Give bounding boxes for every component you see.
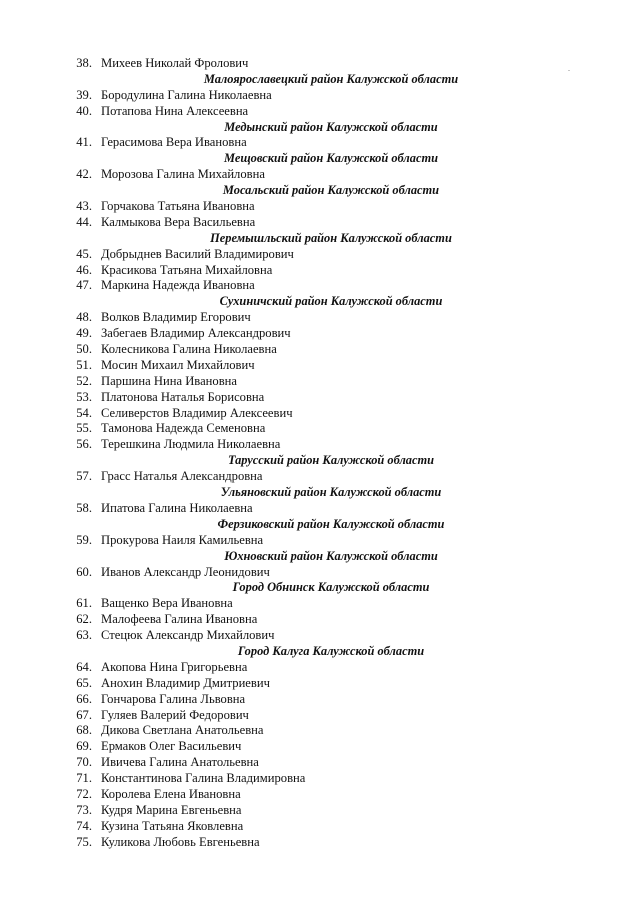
person-name: Добрыднев Василий Владимирович <box>101 246 294 261</box>
person-list-item <box>0 533 640 549</box>
person-name: Калмыкова Вера Васильевна <box>101 214 256 229</box>
person-list-item <box>0 739 640 755</box>
person-list-item <box>0 660 640 676</box>
person-name: Гуляев Валерий Федорович <box>101 707 249 722</box>
district-heading: Город Обнинск Калужской области <box>232 580 430 595</box>
list-item-number: 42. <box>76 167 92 182</box>
person-name: Прокурова Наиля Камильевна <box>101 532 264 547</box>
list-item-number: 67. <box>76 707 92 722</box>
list-item-number: 75. <box>76 834 92 849</box>
person-list-item <box>0 104 640 120</box>
person-list-item <box>0 135 640 151</box>
district-heading: Город Калуга Калужской области <box>237 643 425 658</box>
person-list-item <box>0 676 640 692</box>
list-item-number: 68. <box>76 723 92 738</box>
person-name: Куликова Любовь Евгеньевна <box>101 834 260 849</box>
district-heading: Тарусский район Калужской области <box>227 453 435 468</box>
person-name: Ермаков Олег Васильевич <box>101 739 242 754</box>
district-heading: Ульяновский район Калужской области <box>220 485 442 500</box>
list-item-number: 47. <box>76 278 92 293</box>
person-name: Иванов Александр Леонидович <box>101 564 270 579</box>
person-list-item <box>0 167 640 183</box>
list-item-number: 51. <box>76 357 92 372</box>
person-name: Королева Елена Ивановна <box>101 786 241 801</box>
person-list-item <box>0 708 640 724</box>
person-list-item <box>0 628 640 644</box>
person-name: Ивичева Галина Анатольевна <box>101 755 259 770</box>
person-list-item <box>0 421 640 437</box>
person-name: Анохин Владимир Дмитриевич <box>101 675 270 690</box>
list-item-number: 70. <box>76 755 92 770</box>
person-list-item <box>0 56 640 72</box>
person-list-item <box>0 469 640 485</box>
person-list-item <box>0 278 640 294</box>
person-list-item <box>0 358 640 374</box>
person-list-item <box>0 326 640 342</box>
list-item-number: 41. <box>76 135 92 150</box>
list-item-number: 57. <box>76 469 92 484</box>
person-name: Кузина Татьяна Яковлевна <box>101 818 244 833</box>
person-list-item <box>0 342 640 358</box>
list-item-number: 73. <box>76 802 92 817</box>
district-heading: Мосальский район Калужской области <box>222 183 440 198</box>
list-item-number: 53. <box>76 389 92 404</box>
person-name: Гончарова Галина Львовна <box>101 691 246 706</box>
person-list-item <box>0 612 640 628</box>
list-item-number: 43. <box>76 199 92 214</box>
list-item-number: 59. <box>76 532 92 547</box>
list-item-number: 63. <box>76 628 92 643</box>
person-list-item <box>0 501 640 517</box>
list-item-number: 58. <box>76 500 92 515</box>
person-name: Красикова Татьяна Михайловна <box>101 262 273 277</box>
person-list-item <box>0 390 640 406</box>
person-list-item <box>0 88 640 104</box>
person-name: Ипатова Галина Николаевна <box>101 500 253 515</box>
person-name: Паршина Нина Ивановна <box>101 373 237 388</box>
person-list-item <box>0 771 640 787</box>
list-item-number: 66. <box>76 691 92 706</box>
list-item-number: 40. <box>76 103 92 118</box>
list-item-number: 49. <box>76 326 92 341</box>
person-name: Мосин Михаил Михайлович <box>101 357 255 372</box>
person-list-item <box>0 263 640 279</box>
person-name: Тамонова Надежда Семеновна <box>101 421 266 436</box>
list-item-number: 74. <box>76 818 92 833</box>
person-list-item <box>0 803 640 819</box>
district-heading: Медынский район Калужской области <box>224 119 438 134</box>
list-item-number: 52. <box>76 373 92 388</box>
person-name: Акопова Нина Григорьевна <box>101 659 248 674</box>
person-list-item <box>0 565 640 581</box>
person-name: Потапова Нина Алексеевна <box>101 103 249 118</box>
person-name: Кудря Марина Евгеньевна <box>101 802 242 817</box>
list-item-number: 60. <box>76 564 92 579</box>
person-name: Константинова Галина Владимировна <box>101 771 306 786</box>
person-name: Селиверстов Владимир Алексеевич <box>101 405 293 420</box>
list-item-number: 39. <box>76 87 92 102</box>
person-name: Маркина Надежда Ивановна <box>101 278 255 293</box>
person-name: Терешкина Людмила Николаевна <box>101 437 281 452</box>
list-item-number: 56. <box>76 437 92 452</box>
person-name: Бородулина Галина Николаевна <box>101 87 272 102</box>
list-item-number: 71. <box>76 771 92 786</box>
district-heading: Сухиничский район Калужской области <box>219 294 443 309</box>
list-item-number: 64. <box>76 659 92 674</box>
person-list-item <box>0 406 640 422</box>
list-item-number: 62. <box>76 612 92 627</box>
person-name: Морозова Галина Михайловна <box>101 167 265 182</box>
scan-artifact-dot <box>568 70 570 71</box>
district-heading: Малоярославецкий район Калужской области <box>203 71 459 86</box>
person-name: Герасимова Вера Ивановна <box>101 135 247 150</box>
district-heading: Мещовский район Калужской области <box>224 151 438 166</box>
person-list-item <box>0 199 640 215</box>
district-heading: Юхновский район Калужской области <box>224 548 438 563</box>
person-name: Горчакова Татьяна Ивановна <box>101 199 255 214</box>
person-name: Ващенко Вера Ивановна <box>101 596 233 611</box>
person-list-item <box>0 723 640 739</box>
list-item-number: 45. <box>76 246 92 261</box>
person-name: Забегаев Владимир Александрович <box>101 326 291 341</box>
list-item-number: 55. <box>76 421 92 436</box>
person-list-item <box>0 215 640 231</box>
list-item-number: 65. <box>76 675 92 690</box>
list-item-number: 54. <box>76 405 92 420</box>
person-list-item <box>0 819 640 835</box>
person-name: Малофеева Галина Ивановна <box>101 612 258 627</box>
person-name: Волков Владимир Егорович <box>101 310 251 325</box>
person-list-item <box>0 374 640 390</box>
person-name: Дикова Светлана Анатольевна <box>101 723 264 738</box>
person-list-item <box>0 692 640 708</box>
person-list-item <box>0 787 640 803</box>
list-item-number: 72. <box>76 786 92 801</box>
person-name: Платонова Наталья Борисовна <box>101 389 265 404</box>
person-name: Стецюк Александр Михайлович <box>101 628 275 643</box>
person-name: Грасс Наталья Александровна <box>101 469 263 484</box>
list-item-number: 50. <box>76 342 92 357</box>
list-item-number: 46. <box>76 262 92 277</box>
document-list <box>0 56 640 851</box>
district-heading: Перемышльский район Калужской области <box>210 230 452 245</box>
person-list-item <box>0 596 640 612</box>
person-list-item <box>0 437 640 453</box>
person-name: Михеев Николай Фролович <box>101 56 249 70</box>
person-list-item <box>0 755 640 771</box>
person-list-item <box>0 247 640 263</box>
list-item-number: 69. <box>76 739 92 754</box>
list-item-number: 44. <box>76 214 92 229</box>
list-item-number: 61. <box>76 596 92 611</box>
person-list-item <box>0 835 640 851</box>
person-name: Колесникова Галина Николаевна <box>101 342 277 357</box>
person-list-item <box>0 310 640 326</box>
list-item-number: 38. <box>76 56 92 70</box>
list-item-number: 48. <box>76 310 92 325</box>
district-heading: Ферзиковский район Калужской области <box>217 516 445 531</box>
